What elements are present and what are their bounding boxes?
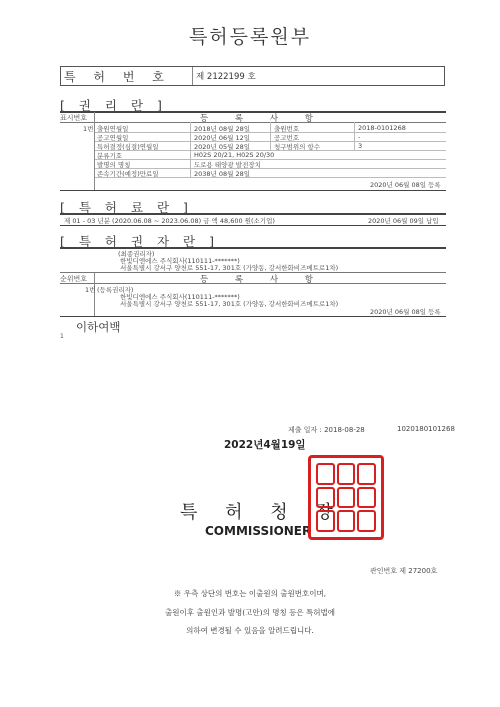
patent-number-label: 특 허 번 호 [64, 70, 171, 84]
final-owner-address: 서울특별시 강서구 양천로 551-17, 301호 (가양동, 강서한화비즈메트로1차) [120, 264, 339, 272]
registered-owner-address: 서울특별시 강서구 양천로 551-17, 301호 (가양동, 강서한화비즈메트로1차) [120, 300, 339, 308]
classification-value: H02S 20/21, H02S 20/30 [194, 151, 275, 159]
final-owner-name: 한빛디엔에스 주식회사(110111-*******) [120, 257, 240, 265]
owner-section-heading: [ 특 허 권 자 란 ] [60, 234, 219, 249]
classification-label: 분류기호 [97, 152, 123, 160]
rights-col-number: 표시번호 [60, 114, 88, 122]
office-name: 특 허 청 장 [180, 502, 344, 523]
decision-date-value: 2020년 05월 28일 [194, 143, 251, 151]
application-number-label: 출원번호 [274, 125, 300, 133]
notice-line-3: 의하여 변경될 수 있음을 알려드립니다. [186, 626, 314, 635]
owner-col-matters: 등 록 사 항 [200, 275, 325, 285]
application-number-value: 2018-0101268 [358, 124, 406, 132]
document-code: 1020180101268 [397, 425, 455, 433]
publication-number-value: - [358, 133, 361, 141]
patent-number-value: 제 2122199 호 [196, 72, 256, 82]
rights-section-heading: [ 권 리 란 ] [60, 98, 167, 113]
notice-line-1: ※ 우측 상단의 번호는 이출원의 출원번호이며, [173, 589, 327, 598]
owner-registration-date: 2020년 06월 08일 등록 [370, 308, 441, 316]
end-of-record-mark: 이하여백 [76, 320, 121, 334]
invention-title-label: 발명의 명칭 [97, 161, 131, 169]
filing-date-label: 출원연월일 [97, 125, 129, 133]
notice-line-2: 출원이후 출원인과 발명(고안)의 명칭 등은 특허법에 [165, 608, 335, 617]
rights-entry-number: 1번 [83, 125, 94, 133]
rights-registration-date: 2020년 06월 08일 등록 [370, 181, 441, 189]
page-number: 1 [60, 333, 64, 340]
publication-date-label: 공고연월일 [97, 134, 129, 142]
registered-owner-label: (등록권리자) [97, 286, 134, 294]
expiry-date-value: 2038년 08월 28일 [194, 170, 251, 178]
registered-owner-name: 한빛디엔에스 주식회사(110111-*******) [120, 293, 240, 301]
official-seal [308, 455, 384, 540]
rights-col-matters: 등 록 사 항 [200, 114, 325, 124]
document-title: 특허등록원부 [188, 26, 312, 48]
owner-col-rank: 순위번호 [60, 275, 88, 283]
claims-count-value: 3 [358, 142, 363, 150]
fee-section-heading: [ 특 허 료 란 ] [60, 200, 193, 215]
invention-title-value: 도로용 태양광 발전장치 [194, 161, 261, 169]
publication-date-value: 2020년 06월 12일 [194, 134, 251, 142]
commissioner-label: COMMISSIONER [205, 524, 312, 538]
fee-payment-line: 제 01 - 03 년분 (2020.06.08 ~ 2023.06.08) 금 액 48,600 원(소기업) [64, 217, 275, 225]
fee-paid-date: 2020년 06월 09일 납입 [368, 217, 439, 225]
issue-date: 2022년4월19일 [224, 439, 306, 451]
filing-date-value: 2018년 08월 28일 [194, 125, 251, 133]
claims-count-label: 청구범위의 항수 [274, 143, 321, 151]
decision-date-label: 특허결정(심결)연월일 [97, 143, 159, 151]
publication-number-label: 공고번호 [274, 134, 300, 142]
expiry-date-label: 존속기간(예정)만료일 [97, 170, 159, 178]
seal-admin-number: 관인번호 제 27200호 [370, 567, 438, 575]
owner-entry-number: 1번 [85, 286, 96, 294]
submission-date: 제출 일자 : 2018-08-28 [288, 426, 365, 434]
final-owner-label: (최종권리자) [118, 250, 155, 258]
